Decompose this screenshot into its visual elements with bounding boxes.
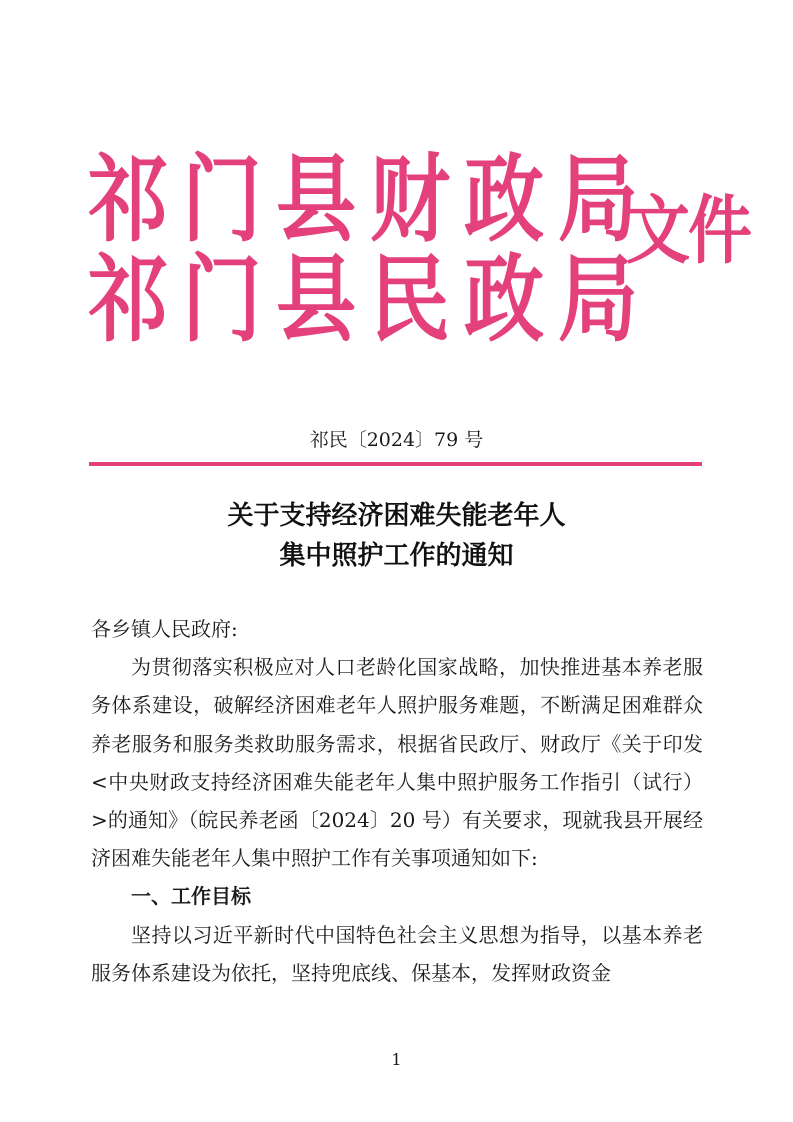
masthead-char: 门 — [182, 243, 262, 355]
masthead — [88, 143, 750, 360]
paragraph-intro: 为贯彻落实积极应对人口老龄化国家战略，加快推进基本养老服务体系建设，破解经济困难老年人照护服务难题，不断满足困难群众养老服务和服务类救助服务需求，根据省民政厅、财政厅《关于印发<中央财政支持经济困难失能老年人集中照护服务工作指引（试行）>的通知》（皖民养老函〔2024〕20 号）有关要求，现就我县开展经济困难失能老年人集中照护工作有关事项通知如下: — [91, 655, 703, 871]
document-body — [91, 610, 703, 992]
masthead-suffix: 文件 — [626, 188, 750, 275]
masthead-line-finance-bureau — [88, 143, 652, 255]
salutation: 各乡镇人民政府: — [91, 617, 238, 641]
paragraph-goals: 坚持以习近平新时代中国特色社会主义思想为指导，以基本养老服务体系建设为依托，坚持兜底线、保基本，发挥财政资金 — [91, 922, 703, 985]
document-title — [0, 496, 793, 576]
masthead-char: 祁 — [88, 243, 168, 355]
masthead-char: 财 — [370, 143, 450, 255]
masthead-char: 县 — [276, 243, 356, 355]
masthead-char: 门 — [182, 143, 262, 255]
masthead-char: 县 — [276, 143, 356, 255]
section-heading-work-goals: 一、工作目标 — [131, 884, 251, 909]
red-divider-line — [89, 462, 702, 466]
title-line-1: 关于支持经济困难失能老年人 — [227, 501, 566, 531]
masthead-char: 政 — [464, 143, 544, 255]
masthead-char: 祁 — [88, 143, 168, 255]
page-number: 1 — [391, 1050, 402, 1069]
masthead-char: 局 — [558, 143, 638, 255]
masthead-char: 民 — [370, 243, 450, 355]
masthead-line-civil-affairs-bureau — [88, 243, 652, 355]
masthead-char: 局 — [558, 243, 638, 355]
title-line-2: 集中照护工作的通知 — [279, 541, 514, 571]
masthead-char: 政 — [464, 243, 544, 355]
document-number: 祁民〔2024〕79 号 — [309, 429, 484, 451]
